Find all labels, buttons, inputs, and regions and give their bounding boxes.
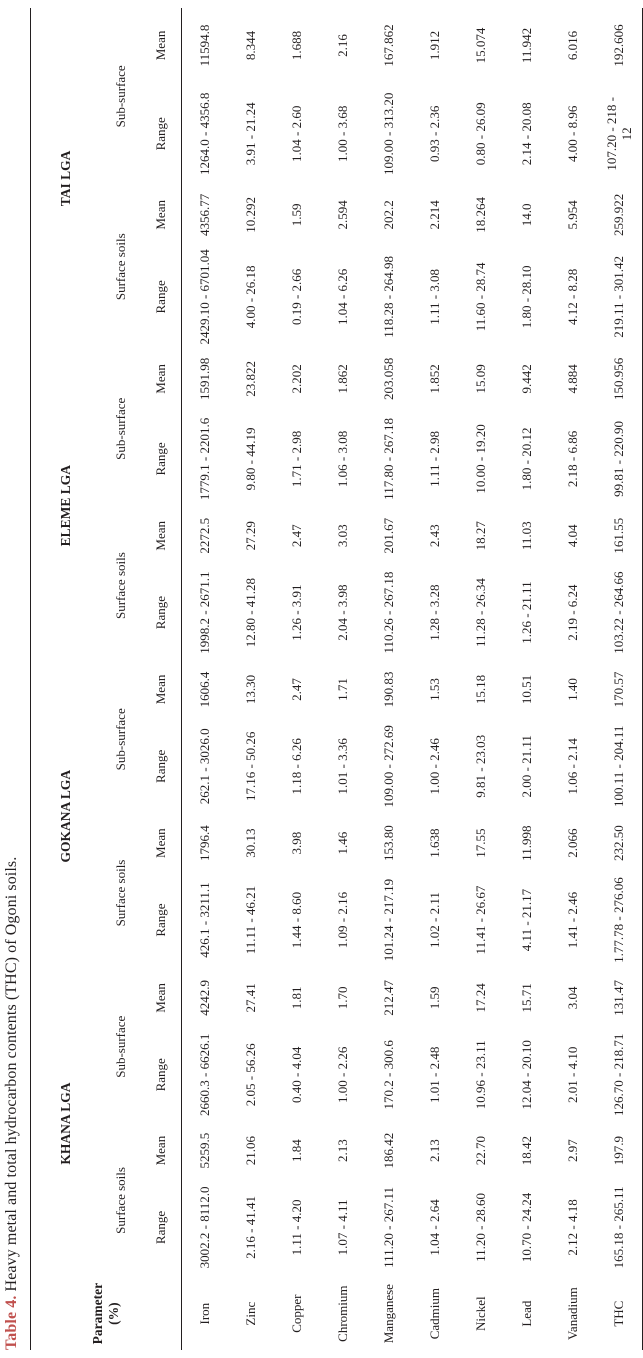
subcol-range: Range — [153, 442, 168, 476]
range-cell: 1.06 - 3.08 — [335, 430, 350, 488]
range-cell: 1.01 - 2.48 — [427, 1046, 442, 1103]
range-cell: 1.04 - 6.26 — [335, 268, 350, 326]
mean-cell: 15.09 — [473, 364, 488, 394]
mean-cell: 27.41 — [243, 983, 258, 1013]
mean-cell: 15.71 — [519, 983, 534, 1013]
soil-type-row — [101, 8, 141, 1350]
range-cell: 165.18 - 265.11 — [611, 1186, 626, 1269]
table-row — [458, 8, 504, 1350]
soil-type-surface: Surface soils — [113, 859, 128, 927]
soil-type-subsurface: Sub-surface — [113, 708, 128, 771]
soil-type-subsurface: Sub-surface — [113, 397, 128, 460]
mean-cell: 170.57 — [611, 671, 626, 708]
range-cell: 170.2 - 300.6 — [381, 1040, 396, 1110]
mean-cell: 1606.4 — [197, 671, 212, 708]
range-cell: 2.19 - 6.24 — [565, 584, 580, 641]
range-cell: 3002.2 - 8112.0 — [197, 1186, 212, 1269]
range-cell: 107.20 - 218 - 12 — [604, 96, 634, 171]
mean-cell: 1.638 — [427, 828, 442, 858]
mean-cell: 2.066 — [565, 828, 580, 858]
table-title: Heavy metal and total hydrocarbon contents (THC) of Ogoni soils. — [3, 856, 20, 1292]
parameter-name: Nickel — [473, 1296, 488, 1331]
mean-cell: 11.998 — [519, 825, 534, 861]
parameter-header-line1: Parameter — [90, 1282, 105, 1345]
range-cell: 10.00 - 19.20 — [473, 424, 488, 494]
table-row — [412, 8, 458, 1350]
range-cell: 1.11 - 4.20 — [289, 1199, 304, 1256]
table-row — [550, 8, 596, 1350]
range-cell: 4.00 - 26.18 — [243, 265, 258, 329]
table-row — [320, 8, 366, 1350]
mean-cell: 1.59 — [289, 203, 304, 227]
mean-cell: 190.83 — [381, 671, 396, 708]
range-cell: 1.71 - 2.98 — [289, 430, 304, 488]
range-cell: 117.80 - 267.18 — [381, 417, 396, 500]
mean-cell: 3.04 — [565, 986, 580, 1010]
lga-tai: TAI LGA — [58, 150, 73, 207]
range-cell: 2.14 - 20.08 — [519, 102, 534, 166]
mean-cell: 4.884 — [565, 364, 580, 394]
subcol-mean: Mean — [153, 828, 168, 858]
parameter-name: THC — [611, 1300, 626, 1327]
mean-cell: 1.862 — [335, 364, 350, 394]
mean-cell: 1.912 — [427, 30, 442, 61]
mean-cell: 8.344 — [243, 30, 258, 61]
mean-cell: 14.0 — [519, 203, 534, 227]
mean-cell: 1.59 — [427, 986, 442, 1010]
range-cell: 1.77.78 - 276.06 — [611, 877, 626, 963]
range-cell: 11.60 - 28.74 — [473, 262, 488, 332]
range-cell: 12.04 - 20.10 — [519, 1040, 534, 1110]
mean-cell: 13.30 — [243, 674, 258, 705]
mean-cell: 1.81 — [289, 986, 304, 1010]
range-cell: 9.81 - 23.03 — [473, 734, 488, 798]
table-caption — [3, 857, 21, 1350]
range-cell: 109.00 - 272.69 — [381, 725, 396, 808]
range-cell: 0.19 - 2.66 — [289, 268, 304, 326]
soil-type-subsurface: Sub-surface — [113, 65, 128, 128]
lga-eleme: ELEME LGA — [58, 464, 73, 547]
range-cell: 1.80 - 20.12 — [519, 427, 534, 491]
subcol-range: Range — [153, 1210, 168, 1245]
range-cell: 262.1 - 3026.0 — [197, 728, 212, 805]
mean-cell: 232.50 — [611, 825, 626, 862]
range-cell: 1.28 - 3.28 — [427, 584, 442, 641]
range-cell: 1998.2 - 2671.1 — [197, 571, 212, 654]
subcol-range: Range — [153, 596, 168, 630]
table-row — [504, 8, 550, 1350]
range-cell: 2.12 - 4.18 — [565, 1199, 580, 1256]
range-cell: 2660.3 - 6626.1 — [197, 1033, 212, 1116]
table-row — [228, 8, 274, 1350]
subcol-mean: Mean — [153, 30, 168, 61]
range-cell: 1.11 - 2.98 — [427, 430, 442, 487]
mean-cell: 22.70 — [473, 1135, 488, 1166]
range-cell: 1.18 - 6.26 — [289, 738, 304, 795]
range-cell: 2.16 - 41.41 — [243, 1196, 258, 1259]
range-cell: 101.24 - 217.19 — [381, 878, 396, 962]
mean-cell: 27.29 — [243, 521, 258, 551]
mean-cell: 1591.98 — [197, 357, 212, 401]
mean-cell: 4356.77 — [197, 193, 212, 236]
table-row — [366, 8, 412, 1350]
range-cell: 2.05 - 56.26 — [243, 1043, 258, 1107]
mean-cell: 1.46 — [335, 831, 350, 855]
mean-cell: 17.55 — [473, 828, 488, 858]
mean-cell: 2.43 — [427, 524, 442, 548]
lga-gokana: GOKANA LGA — [58, 769, 73, 863]
mean-cell: 4242.9 — [197, 980, 212, 1016]
soil-type-surface: Surface soils — [113, 233, 128, 301]
mean-cell: 11.942 — [519, 27, 534, 64]
range-cell: 126.70 - 218.71 — [611, 1033, 626, 1116]
range-cell: 1.11 - 3.08 — [427, 268, 442, 325]
parameter-header-line2: (%) — [106, 1302, 121, 1325]
range-cell: 3.91 - 21.24 — [243, 102, 258, 166]
mean-cell: 2.16 — [335, 34, 350, 57]
range-cell: 2.01 - 4.10 — [565, 1046, 580, 1103]
range-cell: 1.00 - 2.26 — [335, 1046, 350, 1103]
range-cell: 2.18 - 6.86 — [565, 430, 580, 488]
subcolumn-row — [141, 8, 182, 1350]
mean-cell: 167.862 — [381, 24, 396, 67]
range-cell: 0.40 - 4.04 — [289, 1046, 304, 1103]
range-cell: 103.22 - 264.66 — [611, 571, 626, 654]
range-cell: 11.20 - 28.60 — [473, 1193, 488, 1262]
mean-cell: 2.47 — [289, 678, 304, 701]
range-cell: 99.81 - 220.90 — [611, 420, 626, 497]
mean-cell: 161.55 — [611, 517, 626, 554]
mean-cell: 18.264 — [473, 196, 488, 233]
mean-cell: 150.956 — [611, 357, 626, 401]
range-cell: 1.09 - 2.16 — [335, 891, 350, 949]
mean-cell: 21.06 — [243, 1135, 258, 1166]
mean-cell: 1.71 — [335, 678, 350, 701]
range-cell: 2.00 - 21.11 — [519, 735, 534, 798]
mean-cell: 23.822 — [243, 361, 258, 397]
mean-cell: 2.13 — [335, 1139, 350, 1162]
range-cell: 1.00 - 2.46 — [427, 738, 442, 795]
table-row — [274, 8, 320, 1350]
mean-cell: 153.80 — [381, 825, 396, 862]
subcol-mean: Mean — [153, 1135, 168, 1166]
range-cell: 11.41 - 26.67 — [473, 885, 488, 955]
range-cell: 1.44 - 8.60 — [289, 891, 304, 949]
subcol-range: Range — [153, 117, 168, 151]
range-cell: 1.01 - 3.36 — [335, 738, 350, 795]
soil-type-surface: Surface soils — [113, 1167, 128, 1234]
range-cell: 11.11 - 46.21 — [243, 885, 258, 955]
mean-cell: 186.42 — [381, 1132, 396, 1169]
range-cell: 426.1 - 3211.1 — [197, 882, 212, 958]
range-cell: 1264.0 - 4356.8 — [197, 92, 212, 175]
range-cell: 0.80 - 26.09 — [473, 102, 488, 166]
range-cell: 219.11 - 301.42 — [611, 255, 626, 338]
mean-cell: 2.47 — [289, 524, 304, 548]
mean-cell: 192.606 — [611, 24, 626, 67]
soil-type-surface: Surface soils — [113, 552, 128, 619]
subcol-range: Range — [153, 280, 168, 314]
mean-cell: 2.97 — [565, 1139, 580, 1162]
mean-cell: 5.954 — [565, 200, 580, 230]
subcol-range: Range — [153, 749, 168, 783]
mean-cell: 259.922 — [611, 193, 626, 236]
parameter-name: Chromium — [335, 1285, 350, 1342]
range-cell: 1.07 - 4.11 — [335, 1199, 350, 1256]
mean-cell: 1.70 — [335, 986, 350, 1010]
range-cell: 1.26 - 21.11 — [519, 581, 534, 644]
range-cell: 111.20 - 267.11 — [381, 1187, 396, 1268]
range-cell: 110.26 - 267.18 — [381, 571, 396, 654]
range-cell: 0.93 - 2.36 — [427, 105, 442, 162]
range-cell: 1779.1 - 2201.6 — [197, 417, 212, 501]
parameter-header — [31, 1277, 182, 1350]
parameter-name: Iron — [197, 1302, 212, 1325]
mean-cell: 2272.5 — [197, 517, 212, 554]
range-cell: 1.00 - 3.68 — [335, 105, 350, 162]
table-row — [596, 8, 643, 1350]
parameter-name: Cadmium — [427, 1288, 442, 1340]
parameter-name: Zinc — [243, 1301, 258, 1326]
range-cell: 2429.10 - 6701.04 — [197, 249, 212, 345]
table-body — [182, 8, 643, 1350]
range-cell: 17.16 - 50.26 — [243, 731, 258, 801]
subcol-range: Range — [153, 903, 168, 937]
mean-cell: 3.98 — [289, 831, 304, 855]
table-row — [182, 8, 229, 1350]
mean-cell: 2.594 — [335, 200, 350, 230]
mean-cell: 17.24 — [473, 983, 488, 1013]
mean-cell: 212.47 — [381, 980, 396, 1016]
mean-cell: 202.2 — [381, 200, 396, 230]
parameter-name: Manganese — [381, 1284, 396, 1344]
range-cell: 11.28 - 26.34 — [473, 578, 488, 648]
mean-cell: 131.47 — [611, 980, 626, 1016]
mean-cell: 11594.8 — [197, 24, 212, 67]
mean-cell: 201.67 — [381, 517, 396, 554]
mean-cell: 18.42 — [519, 1135, 534, 1166]
subcol-mean: Mean — [153, 520, 168, 551]
range-cell: 1.04 - 2.64 — [427, 1199, 442, 1256]
mean-cell: 10.51 — [519, 674, 534, 705]
mean-cell: 1796.4 — [197, 825, 212, 862]
mean-cell: 10.292 — [243, 196, 258, 233]
range-cell: 1.80 - 28.10 — [519, 265, 534, 329]
mean-cell: 2.13 — [427, 1139, 442, 1162]
range-cell: 4.00 - 8.96 — [565, 105, 580, 162]
mean-cell: 1.53 — [427, 678, 442, 701]
range-cell: 1.41 - 2.46 — [565, 891, 580, 949]
range-cell: 1.26 - 3.91 — [289, 584, 304, 641]
mean-cell: 1.852 — [427, 364, 442, 394]
mean-cell: 15.074 — [473, 27, 488, 64]
range-cell: 10.96 - 23.11 — [473, 1040, 488, 1110]
subcol-mean: Mean — [153, 674, 168, 705]
range-cell: 9.80 - 44.19 — [243, 427, 258, 491]
mean-cell: 203.058 — [381, 357, 396, 401]
subcol-mean: Mean — [153, 983, 168, 1013]
parameter-name: Vanadium — [565, 1287, 580, 1341]
subcol-range: Range — [153, 1058, 168, 1092]
range-cell: 4.11 - 21.17 — [519, 888, 534, 952]
range-cell: 118.28 - 264.98 — [381, 255, 396, 338]
mean-cell: 4.04 — [565, 524, 580, 548]
mean-cell: 3.03 — [335, 524, 350, 548]
lga-khana: KHANA LGA — [58, 1082, 73, 1165]
mean-cell: 5259.5 — [197, 1132, 212, 1169]
subcol-mean: Mean — [153, 200, 168, 230]
mean-cell: 1.688 — [289, 30, 304, 61]
mean-cell: 6.016 — [565, 30, 580, 61]
range-cell: 10.70 - 24.24 — [519, 1192, 534, 1263]
mean-cell: 2.214 — [427, 200, 442, 230]
range-cell: 100.11 - 204.11 — [611, 725, 626, 808]
mean-cell: 9.442 — [519, 364, 534, 394]
range-cell: 2.04 - 3.98 — [335, 584, 350, 641]
range-cell: 4.12 - 8.28 — [565, 268, 580, 326]
range-cell: 1.02 - 2.11 — [427, 892, 442, 948]
range-cell: 1.06 - 2.14 — [565, 738, 580, 795]
mean-cell: 18.27 — [473, 521, 488, 551]
mean-cell: 30.13 — [243, 828, 258, 858]
mean-cell: 2.202 — [289, 364, 304, 394]
subcol-mean: Mean — [153, 364, 168, 394]
mean-cell: 15.18 — [473, 674, 488, 705]
data-table — [30, 8, 643, 1350]
table-label: Table 4. — [3, 1295, 20, 1350]
mean-cell: 11.03 — [519, 521, 534, 551]
range-cell: 109.00 - 313.20 — [381, 92, 396, 175]
mean-cell: 1.84 — [289, 1139, 304, 1162]
mean-cell: 1.40 — [565, 678, 580, 701]
parameter-name: Copper — [289, 1294, 304, 1333]
parameter-name: Lead — [519, 1300, 534, 1327]
range-cell: 1.04 - 2.60 — [289, 105, 304, 162]
soil-type-subsurface: Sub-surface — [113, 1015, 128, 1078]
mean-cell: 197.9 — [611, 1135, 626, 1166]
range-cell: 12.80 - 41.28 — [243, 577, 258, 648]
lga-header-row — [31, 8, 102, 1350]
